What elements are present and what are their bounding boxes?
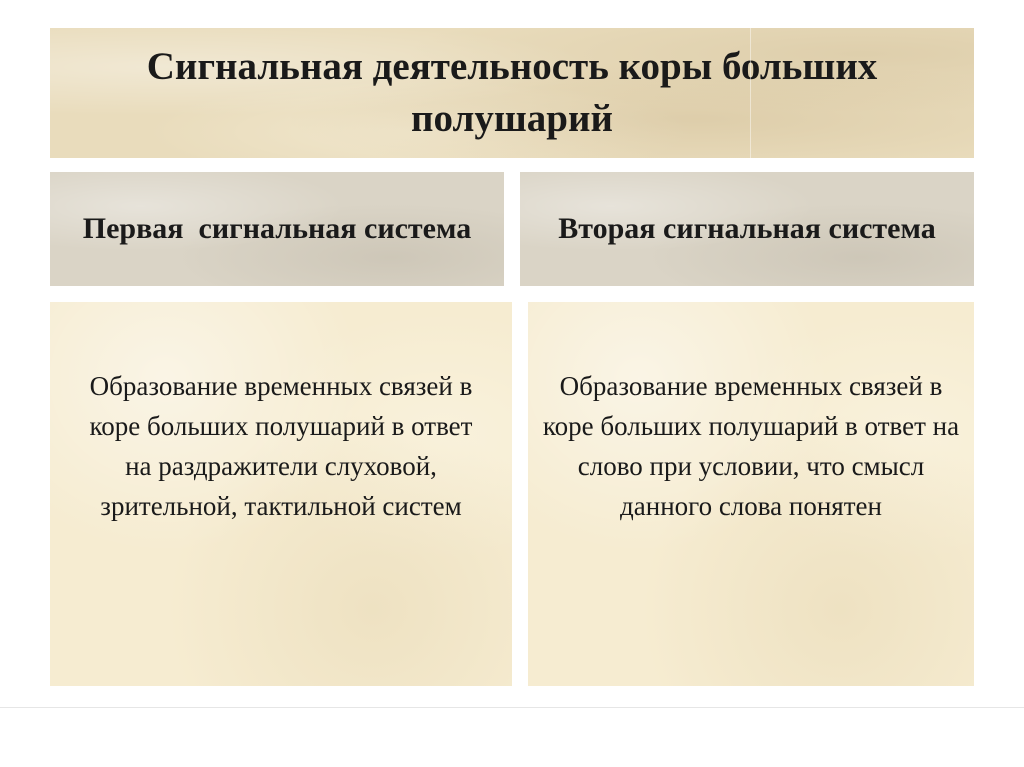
- slide-bottom-border: [0, 707, 1024, 708]
- title-panel-divider: [750, 28, 751, 158]
- title-panel: [50, 28, 974, 158]
- first-system-heading-panel: [50, 172, 504, 286]
- first-system-heading: Первая сигнальная система: [82, 212, 472, 245]
- slide-title: Сигнальная деятельность коры больших полушарий: [146, 45, 878, 140]
- second-system-description-panel: [528, 302, 974, 686]
- second-system-description: Образование временных связей в коре больших полушарий в ответ на слово при условии, что смысл данного слова понятен: [542, 371, 960, 521]
- second-system-heading: Вторая сигнальная система: [558, 212, 936, 245]
- second-system-heading-panel: [520, 172, 974, 286]
- first-system-description: Образование временных связей в коре больших полушарий в ответ на раздражители слуховой, зрительной, тактильной систем: [89, 371, 473, 521]
- first-system-description-panel: [50, 302, 512, 686]
